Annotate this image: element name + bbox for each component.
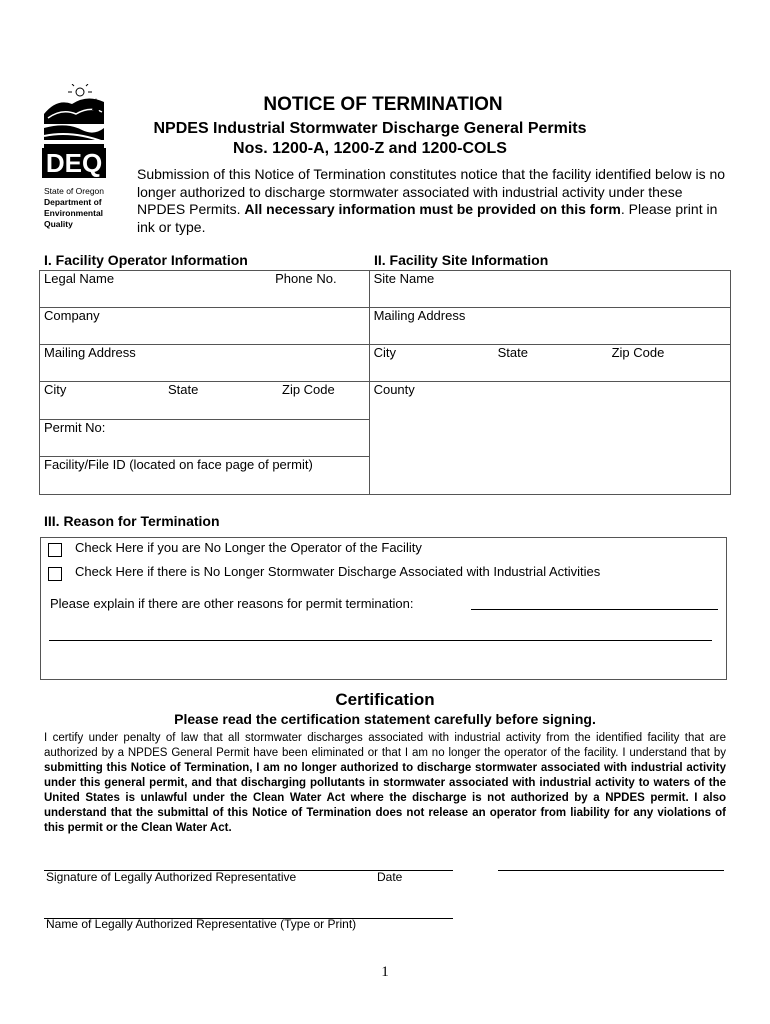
legal-name-field[interactable]: Legal Name Phone No. [40, 271, 370, 308]
date-label: Date [377, 870, 403, 884]
section1-heading: I. Facility Operator Information [44, 252, 248, 268]
page-number: 1 [381, 964, 389, 980]
logo-text: DEQ [42, 148, 106, 178]
site-city-state-zip-field[interactable]: City State Zip Code [369, 345, 730, 382]
explain-line-2[interactable] [49, 640, 712, 641]
certification-subtitle: Please read the certification statement carefully before signing. [174, 711, 596, 727]
explain-line-1[interactable] [471, 609, 718, 610]
no-longer-operator-checkbox[interactable] [48, 543, 62, 557]
site-name-field[interactable]: Site Name [369, 271, 730, 308]
no-longer-operator-label: Check Here if you are No Longer the Operator of the Facility [75, 540, 422, 555]
name-label: Name of Legally Authorized Representative (Type or Print) [46, 917, 357, 931]
page-subtitle: NPDES Industrial Stormwater Discharge General Permits [153, 120, 587, 137]
explain-label: Please explain if there are other reasons for permit termination: [50, 596, 414, 611]
signature-label: Signature of Legally Authorized Representative [46, 870, 297, 884]
facility-id-field[interactable]: Facility/File ID (located on face page of permit) [40, 457, 370, 495]
date-line[interactable] [498, 870, 724, 871]
deq-logo [42, 84, 112, 189]
company-field[interactable]: Company [40, 308, 370, 345]
operator-city-state-zip-field[interactable]: City State Zip Code [40, 382, 370, 420]
site-mailing-field[interactable]: Mailing Address [369, 308, 730, 345]
no-longer-discharge-label: Check Here if there is No Longer Stormwater Discharge Associated with Industrial Activities [75, 564, 601, 579]
section2-heading: II. Facility Site Information [374, 252, 549, 268]
county-field[interactable]: County [369, 382, 730, 495]
permit-number-field[interactable]: Permit No: [40, 419, 370, 457]
page-title: NOTICE OF TERMINATION [263, 94, 503, 115]
certification-title: Certification [335, 690, 435, 709]
section3-heading: III. Reason for Termination [44, 513, 220, 529]
operator-mailing-field[interactable]: Mailing Address [40, 345, 370, 382]
certification-statement: I certify under penalty of law that all stormwater discharges associated with industrial activity from the identified facility that are authorized by a NPDES General Permit have been eliminated or that I am no longer the operator of the facility. I understand that by submitting this Notice of Termination, I am no longer authorized to discharge stormwater associated with industrial activity under this general permit, and that discharging pollutants in stormwater associated with industrial activity to waters of the United States is unlawful under the Clean Water Act where the discharge is not authorized by a NPDES permit. I also understand that the submittal of this Notice of Termination does not release an operator from liability for any violations of this permit or the Clean Water Act. [44, 732, 726, 834]
permit-numbers: Nos. 1200-A, 1200-Z and 1200-COLS [233, 140, 507, 157]
facility-info-table [39, 270, 731, 495]
intro-paragraph: Submission of this Notice of Termination constitutes notice that the facility identified below is no longer authorized to discharge stormwater associated with industrial activity under these NPDES Permits. All necessary information must be provided on this form. Please print in ink or type. [137, 166, 726, 235]
agency-name: State of Oregon Department of Environmental Quality [44, 186, 105, 229]
no-longer-discharge-checkbox[interactable] [48, 567, 62, 581]
